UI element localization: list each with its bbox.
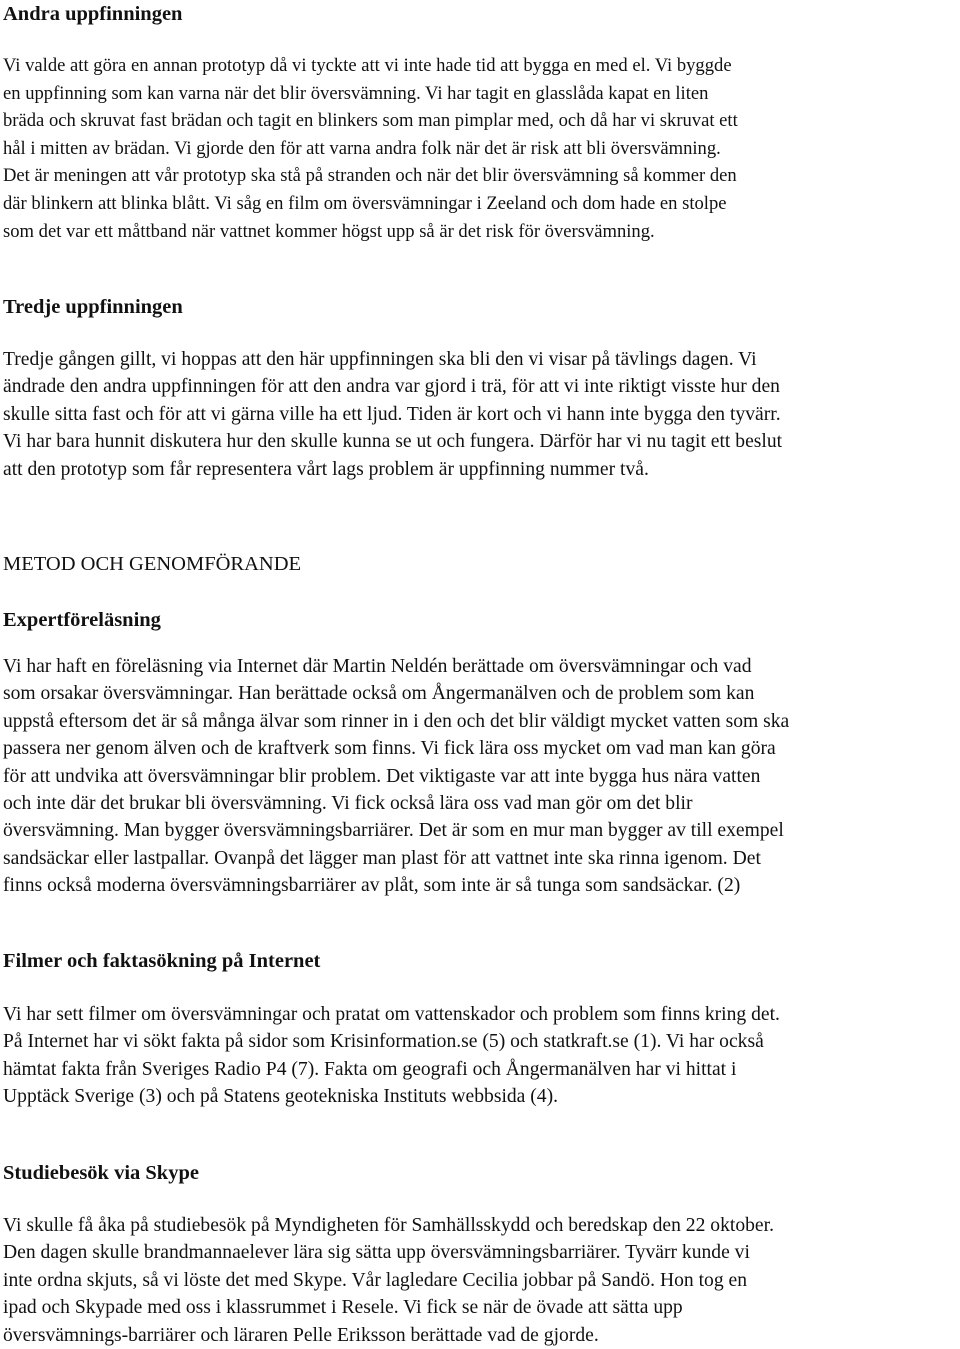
text-line: Vi skulle få åka på studiebesök på Myndigheten för Samhällsskydd och beredskap den 22 oktober. [3,1215,774,1236]
paragraph-andra-uppfinningen [3,52,958,245]
heading-metod-och-genomforande: METOD OCH GENOMFÖRANDE [3,553,302,575]
text-line: uppstå eftersom det är så många älvar som rinner in i den och det blir väldigt mycket vatten som ska [3,710,790,732]
text-line: Vi valde att göra en annan prototyp då vi tyckte att vi inte hade tid att bygga en med el. Vi byggde [3,55,732,76]
text-line: översvämning. Man bygger översvämningsbarriärer. Det är som en mur man bygger av till exempel [3,820,784,842]
text-line: där blinkern att blinka blått. Vi såg en film om översvämningar i Zeeland och dom hade en stolpe [3,192,727,214]
text-line: Vi har sett filmer om översvämningar och pratat om vattenskador och problem som finns kring det. [3,1004,780,1025]
text-line: Vi har bara hunnit diskutera hur den skulle kunna se ut och fungera. Därför har vi nu tagit ett beslut [3,431,783,453]
heading-studiebesok-via-skype: Studiebesök via Skype [3,1162,199,1184]
text-line: ipad och Skypade med oss i klassrummet i Resele. Vi fick se när de övade att sätta upp [3,1297,683,1319]
text-line: Vi har haft en föreläsning via Internet där Martin Neldén berättade om översvämningar och vad [3,656,752,677]
text-line: Upptäck Sverige (3) och på Statens geotekniska Instituts webbsida (4). [3,1086,559,1108]
heading-andra-uppfinningen: Andra uppfinningen [3,3,183,25]
text-line: Den dagen skulle brandmannaelever lära sig sätta upp översvämningsbarriärer. Tyvärr kunde vi [3,1242,750,1264]
paragraph-expertforelasning [3,653,958,900]
text-line: Det är meningen att vår prototyp ska stå på stranden och när det blir översvämning så kommer den [3,165,737,187]
text-line: inte ordna skjuts, så vi löste det med Skype. Vår lagledare Cecilia jobbar på Sandö. Hon tog en [3,1269,748,1291]
text-line: Tredje gången gillt, vi hoppas att den här uppfinningen ska bli den vi visar på tävlings dagen. Vi [3,349,757,370]
text-line: hämtat fakta från Sveriges Radio P4 (7). Fakta om geografi och Ångermanälven har vi hittat i [3,1058,737,1080]
text-line: att den prototyp som får representera vårt lags problem är uppfinning nummer två. [3,458,649,480]
text-line: och inte där det brukar bli översvämning. Vi fick också lära oss vad man gör om det blir [3,792,693,814]
text-line: hål i mitten av brädan. Vi gjorde den för att varna andra folk när det är risk att bli översvämning. [3,137,721,159]
paragraph-filmer-och-faktasokning [3,1001,958,1111]
text-line: passera ner genom älven och de kraftverk som finns. Vi fick lära oss mycket om vad man kan göra [3,738,776,760]
text-line: som orsakar översvämningar. Han berättade också om Ångermanälven och de problem som kan [3,683,755,705]
text-line: skulle sitta fast och för att vi gärna ville ha ett ljud. Tiden är kort och vi hann inte bygga den tyvärr. [3,403,781,425]
text-line: bräda och skruvat fast brädan och tagit en blinkers som man pimplar med, och då har vi skruvat ett [3,110,738,132]
paragraph-studiebesok-via-skype [3,1212,958,1349]
heading-tredje-uppfinningen: Tredje uppfinningen [3,296,183,318]
text-line: som det var ett måttband när vattnet kommer högst upp så är det risk för översvämning. [3,220,655,242]
text-line: översvämnings-barriärer och läraren Pelle Eriksson berättade vad de gjorde. [3,1324,599,1346]
text-line: ändrade den andra uppfinningen för att den andra var gjord i trä, för att vi inte riktigt visste hur den [3,376,780,398]
paragraph-tredje-uppfinningen [3,346,958,483]
heading-expertforelasning: Expertföreläsning [3,609,161,631]
heading-filmer-och-faktasokning: Filmer och faktasökning på Internet [3,950,321,972]
text-line: för att undvika att översvämningar blir problem. Det viktigaste var att inte bygga hus nära vatten [3,765,761,787]
text-line: en uppfinning som kan varna när det blir översvämning. Vi har tagit en glasslåda kapat en liten [3,82,709,104]
text-line: finns också moderna översvämningsbarriärer av plåt, som inte är så tunga som sandsäckar. (2) [3,875,741,897]
text-line: På Internet har vi sökt fakta på sidor som Krisinformation.se (5) och statkraft.se (1). Vi har också [3,1031,764,1053]
text-line: sandsäckar eller lastpallar. Ovanpå det lägger man plast för att vattnet inte ska rinna igenom. Det [3,847,761,869]
